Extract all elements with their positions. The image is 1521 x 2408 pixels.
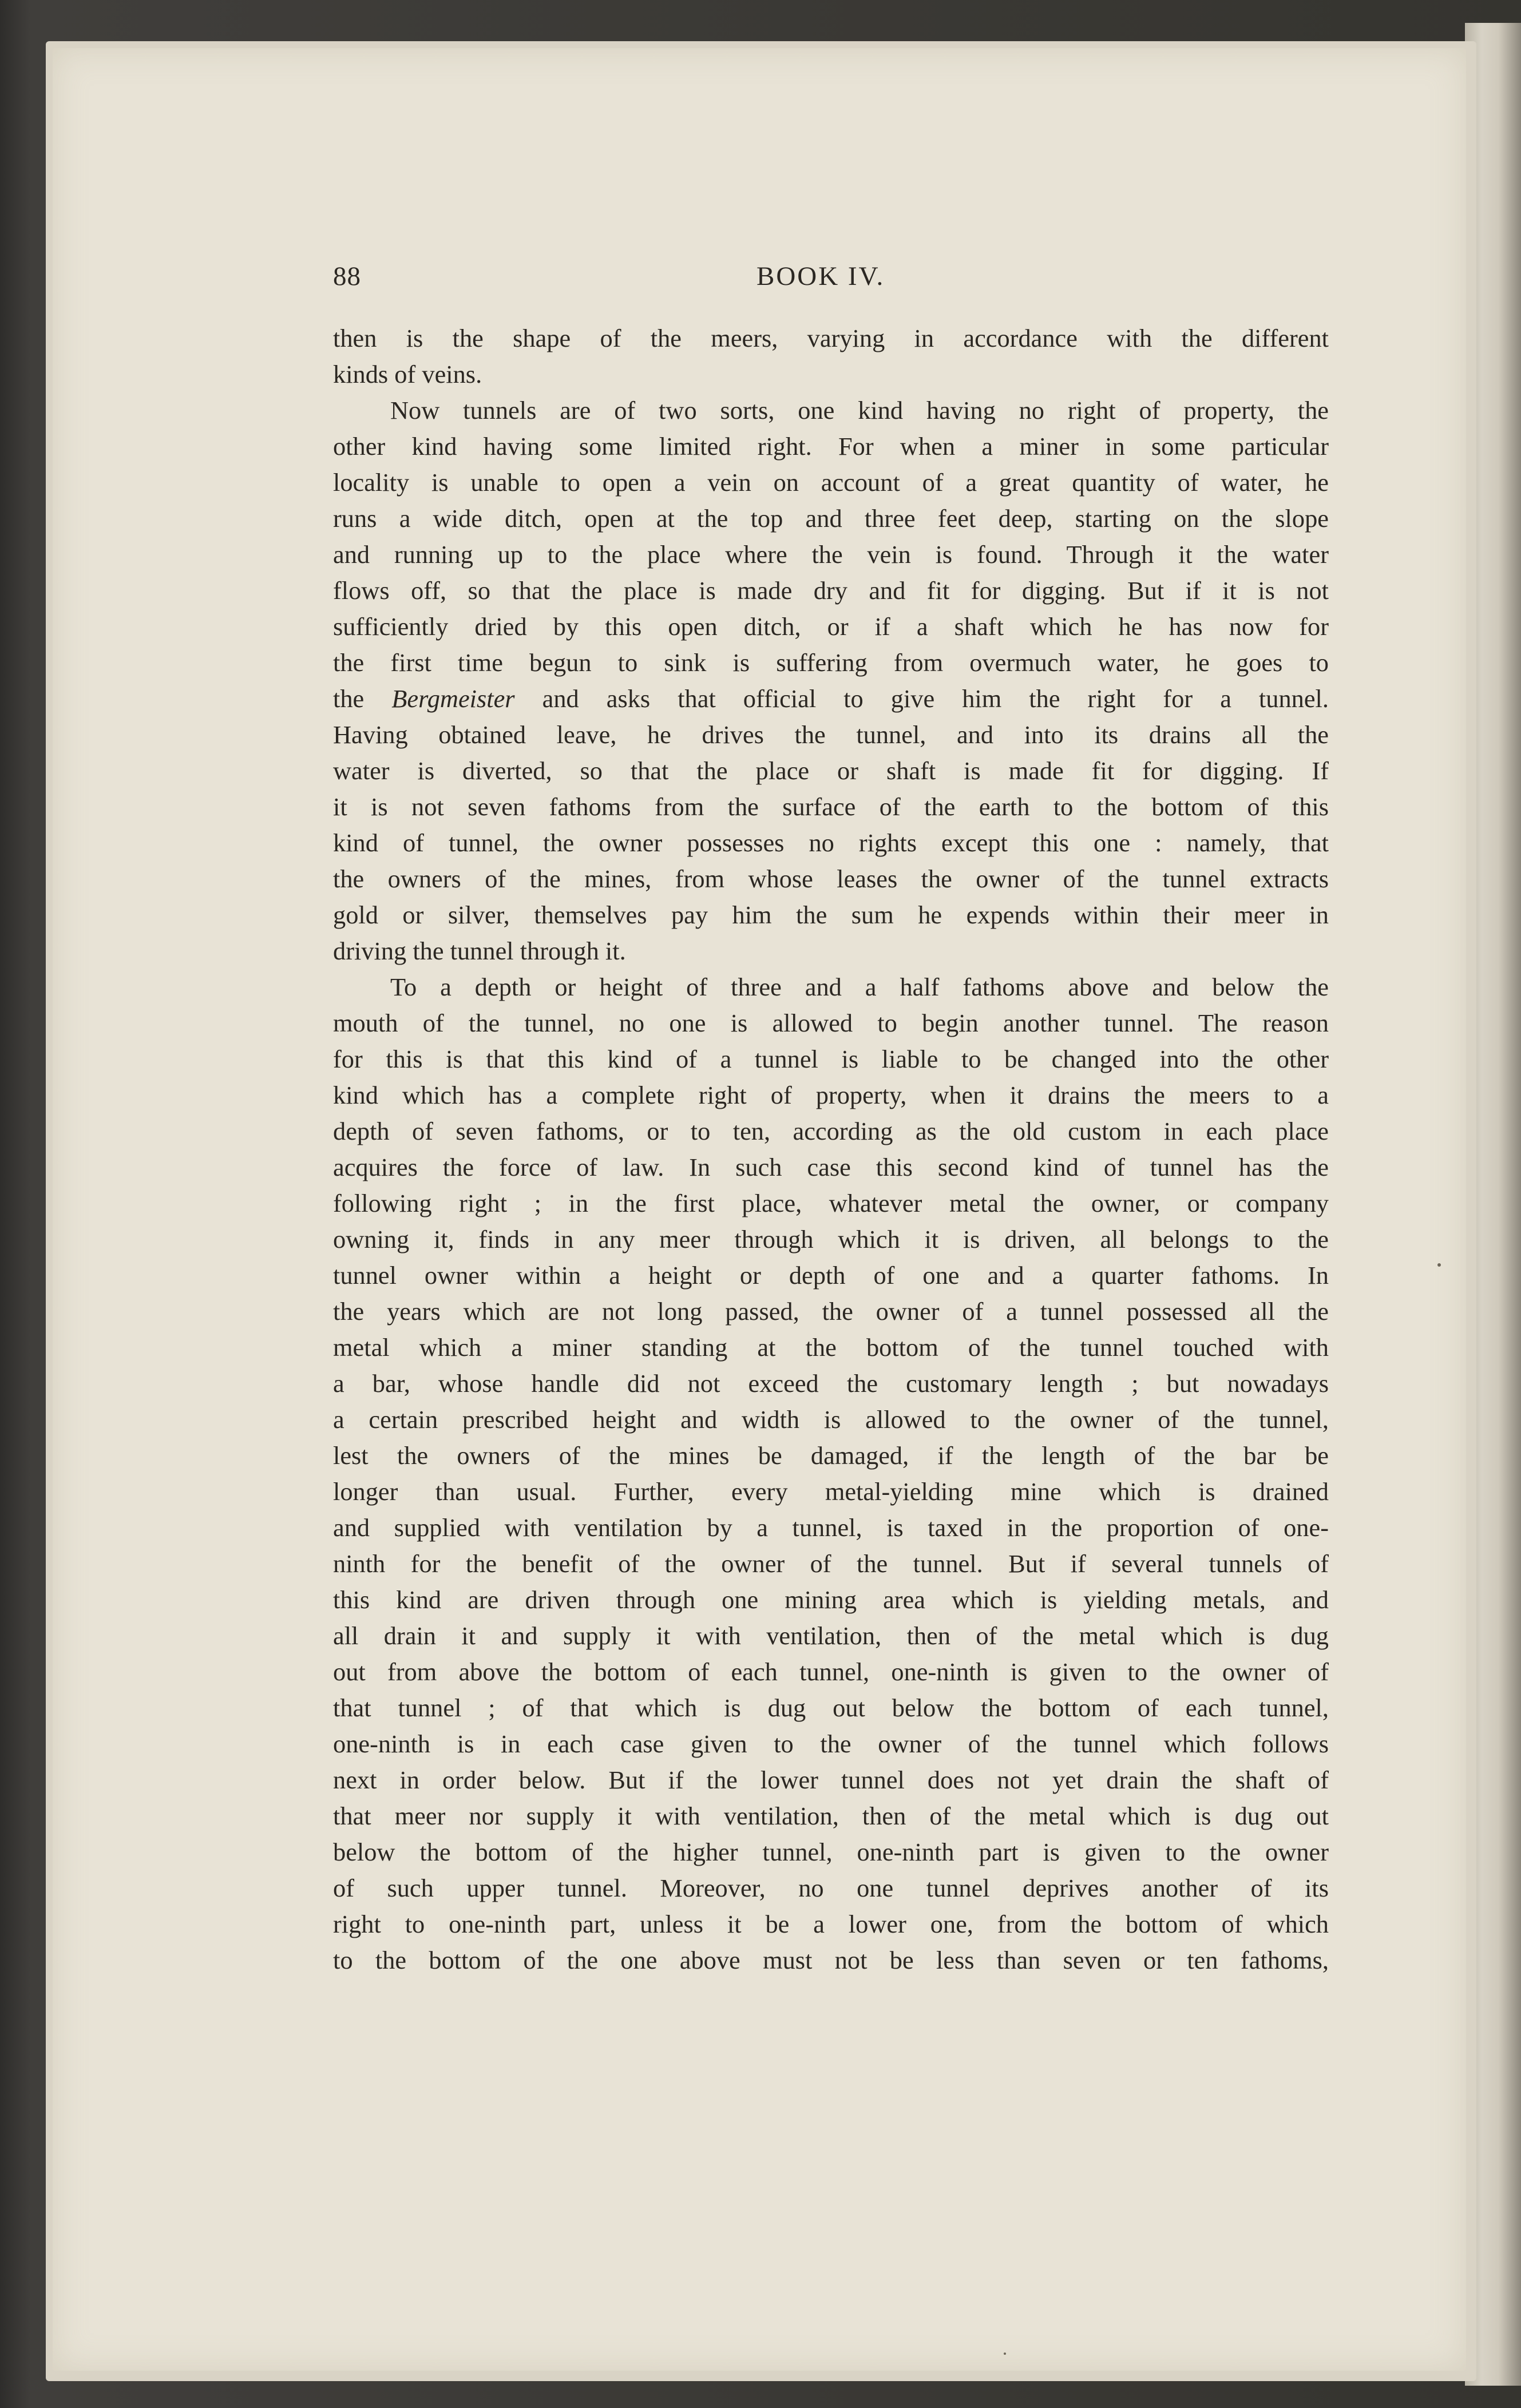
text-line: and running up to the place where the vein is found. Through it the water [333, 540, 1329, 569]
text-segment: the [333, 684, 392, 713]
text-line: owning it, finds in any meer through which it is driven, all belongs to the [333, 1225, 1329, 1253]
text-line: below the bottom of the higher tunnel, one-ninth part is given to the owner [333, 1838, 1329, 1866]
text-line: Now tunnels are of two sorts, one kind having no right of property, the [390, 396, 1329, 425]
text-line: longer than usual. Further, every metal-yielding mine which is drained [333, 1477, 1329, 1506]
text-line: kind which has a complete right of property, when it drains the meers to a [333, 1081, 1329, 1109]
text-line: locality is unable to open a vein on account of a great quantity of water, he [333, 468, 1329, 497]
text-line: the first time begun to sink is suffering from overmuch water, he goes to [333, 648, 1329, 677]
text-line: mouth of the tunnel, no one is allowed to begin another tunnel. The reason [333, 1009, 1329, 1037]
text-line: depth of seven fathoms, or to ten, according as the old custom in each place [333, 1117, 1329, 1145]
text-line: one-ninth is in each case given to the owner of the tunnel which follows [333, 1729, 1329, 1758]
text-line: that meer nor supply it with ventilation, then of the metal which is dug out [333, 1802, 1329, 1830]
text-line: kind of tunnel, the owner possesses no rights except this one : namely, that [333, 828, 1329, 857]
text-line: it is not seven fathoms from the surface of the earth to the bottom of this [333, 792, 1329, 821]
running-head: BOOK IV. [756, 261, 885, 291]
text-line: lest the owners of the mines be damaged, if the length of the bar be [333, 1441, 1329, 1470]
text-line: water is diverted, so that the place or shaft is made fit for digging. If [333, 756, 1329, 785]
text-line: a certain prescribed height and width is allowed to the owner of the tunnel, [333, 1405, 1329, 1434]
text-line: a bar, whose handle did not exceed the customary length ; but nowadays [333, 1369, 1329, 1398]
text-line: that tunnel ; of that which is dug out below the bottom of each tunnel, [333, 1693, 1329, 1722]
text-line: sufficiently dried by this open ditch, or if a shaft which he has now for [333, 612, 1329, 641]
text-line: then is the shape of the meers, varying in accordance with the different [333, 324, 1329, 352]
text-line: ninth for the benefit of the owner of the tunnel. But if several tunnels of [333, 1549, 1329, 1578]
text-line: for this is that this kind of a tunnel is liable to be changed into the other [333, 1045, 1329, 1073]
page-number: 88 [333, 261, 361, 291]
paper-speck [1437, 1263, 1441, 1267]
body-text [333, 320, 1329, 1978]
text-line: this kind are driven through one mining area which is yielding metals, and [333, 1585, 1329, 1614]
text-line: driving the tunnel through it. [333, 937, 626, 965]
text-line [333, 681, 1329, 717]
text-line: gold or silver, themselves pay him the sum he expends within their meer in [333, 900, 1329, 929]
text-line: out from above the bottom of each tunnel, one-ninth is given to the owner of [333, 1657, 1329, 1686]
text-line: Having obtained leave, he drives the tunnel, and into its drains all the [333, 720, 1329, 749]
text-line: and supplied with ventilation by a tunnel, is taxed in the proportion of one- [333, 1513, 1329, 1542]
italic-term: Bergmeister [391, 684, 515, 713]
paper-speck [1004, 2353, 1006, 2355]
text-line: To a depth or height of three and a half fathoms above and below the [390, 973, 1329, 1001]
text-line: the owners of the mines, from whose leases the owner of the tunnel extracts [333, 864, 1329, 893]
text-line: flows off, so that the place is made dry and fit for digging. But if it is not [333, 576, 1329, 605]
text-segment: and asks that official to give him the right for a tunnel. [514, 684, 1329, 713]
text-line: right to one-ninth part, unless it be a lower one, from the bottom of which [333, 1910, 1329, 1938]
text-line: acquires the force of law. In such case this second kind of tunnel has the [333, 1153, 1329, 1181]
text-line: next in order below. But if the lower tunnel does not yet drain the shaft of [333, 1766, 1329, 1794]
text-line: tunnel owner within a height or depth of one and a quarter fathoms. In [333, 1261, 1329, 1290]
text-line: metal which a miner standing at the bottom of the tunnel touched with [333, 1333, 1329, 1362]
text-line: of such upper tunnel. Moreover, no one tunnel deprives another of its [333, 1874, 1329, 1902]
text-line: other kind having some limited right. For when a miner in some particular [333, 432, 1329, 461]
text-line: following right ; in the first place, whatever metal the owner, or company [333, 1189, 1329, 1217]
text-line: the years which are not long passed, the owner of a tunnel possessed all the [333, 1297, 1329, 1326]
text-line: all drain it and supply it with ventilation, then of the metal which is dug [333, 1621, 1329, 1650]
page-header [333, 261, 1329, 295]
text-line: runs a wide ditch, open at the top and three feet deep, starting on the slope [333, 504, 1329, 533]
text-line: kinds of veins. [333, 360, 482, 388]
text-line: to the bottom of the one above must not be less than seven or ten fathoms, [333, 1946, 1329, 1974]
